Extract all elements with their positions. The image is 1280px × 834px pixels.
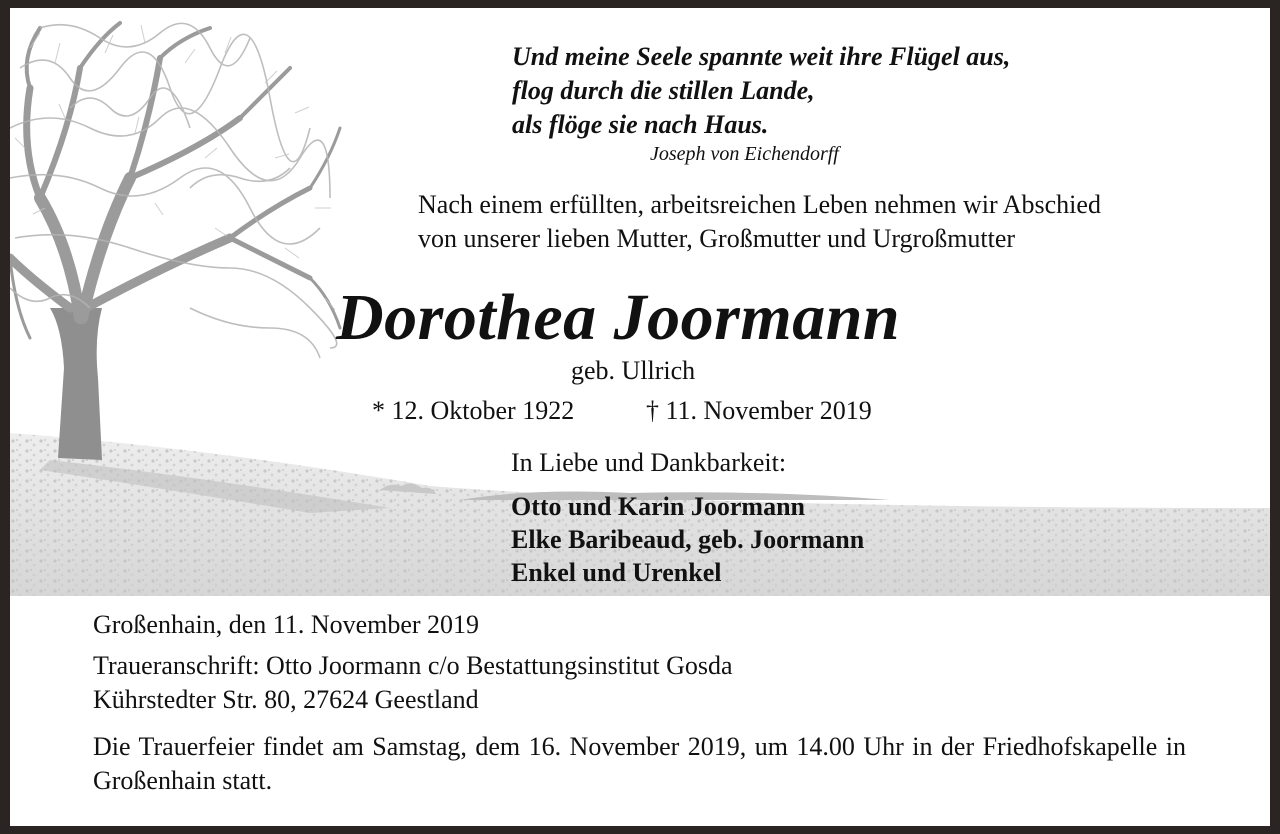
birth-name: geb. Ullrich bbox=[571, 356, 696, 385]
mourner-name: Otto und Karin Joormann bbox=[511, 492, 805, 521]
intro-line: Nach einem erfüllten, arbeitsreichen Leben nehmen wir Abschied bbox=[418, 190, 1101, 219]
mourner-name: Enkel und Urenkel bbox=[511, 558, 722, 587]
poem-line: flog durch die stillen Lande, bbox=[512, 76, 815, 105]
ceremony-info: Die Trauerfeier findet am Samstag, dem 16. November 2019, um 14.00 Uhr in der Friedhofskapelle in Großenhain statt. bbox=[93, 732, 1186, 795]
obituary-notice bbox=[10, 8, 1270, 826]
address-line: Traueranschrift: Otto Joormann c/o Bestattungsinstitut Gosda bbox=[93, 651, 733, 680]
poem-line: Und meine Seele spannte weit ihre Flügel aus, bbox=[512, 42, 1011, 71]
poem-line: als flöge sie nach Haus. bbox=[512, 110, 769, 139]
death-date: † 11. November 2019 bbox=[646, 396, 872, 425]
deceased-name: Dorothea Joormann bbox=[336, 281, 901, 354]
mourner-name: Elke Baribeaud, geb. Joormann bbox=[511, 525, 865, 554]
birth-date: * 12. Oktober 1922 bbox=[372, 396, 575, 425]
mourners-heading: In Liebe und Dankbarkeit: bbox=[511, 448, 787, 477]
poem-author: Joseph von Eichendorff bbox=[650, 143, 839, 165]
place-date: Großenhain, den 11. November 2019 bbox=[93, 610, 480, 639]
intro-line: von unserer lieben Mutter, Großmutter und Urgroßmutter bbox=[418, 224, 1016, 253]
address-line: Kührstedter Str. 80, 27624 Geestland bbox=[93, 685, 479, 714]
